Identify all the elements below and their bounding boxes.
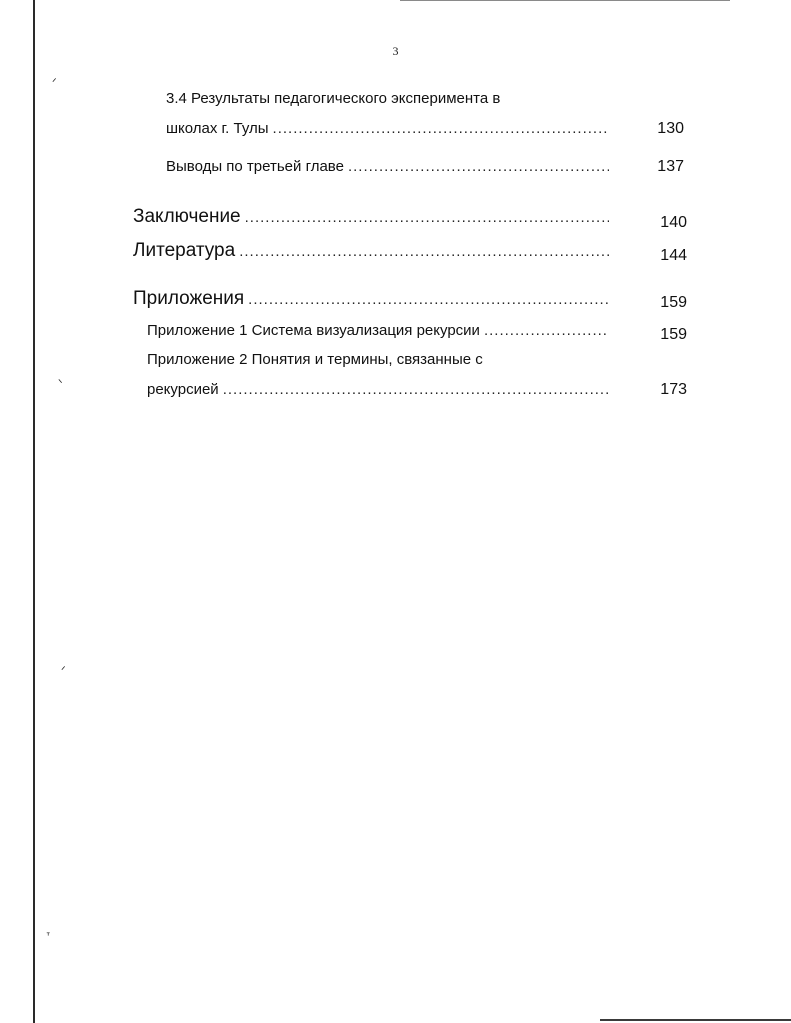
toc-page-appendices: 159 [660,294,687,311]
dot-leader [484,322,609,339]
toc-page-conclusion: 140 [660,214,687,231]
toc-entry-3-4-line2: школах г. Тулы [166,120,269,137]
toc-entry-appendix-1-title: Приложение 1 Система визуализация рекурсии [147,322,480,339]
dot-leader [348,158,609,175]
toc-entry-appendix-1[interactable] [147,322,613,339]
toc-entry-conclusion[interactable] [133,206,613,228]
page-number: 3 [392,44,399,58]
toc-entry-conclusions-chapter-3[interactable] [166,158,613,175]
toc-page-appendix-2: 173 [660,381,687,398]
toc-page-3-4: 130 [657,120,684,137]
toc-entry-3-4[interactable] [166,120,613,137]
dot-leader [245,209,609,226]
toc-entry-appendix-2-line2: рекурсией [147,381,219,398]
toc-entry-3-4-line1[interactable]: 3.4 Результаты педагогического эксперимента в [166,90,501,107]
scan-top-edge [400,0,730,1]
scan-bottom-edge [600,1019,791,1021]
scan-speck: ᐠ [58,377,63,390]
toc-entry-appendices-title: Приложения [133,288,245,309]
toc-entry-literature[interactable] [133,240,613,262]
toc-entry-conclusions-chapter-3-title: Выводы по третьей главе [166,158,344,175]
toc-entry-appendix-2-line1[interactable]: Приложение 2 Понятия и термины, связанные с [147,351,483,368]
scan-left-edge [33,0,35,1023]
dot-leader [273,120,609,137]
toc-entry-appendix-2[interactable] [147,381,613,398]
toc-page-appendix-1: 159 [660,326,687,343]
toc-page-conclusions-chapter-3: 137 [657,158,684,175]
dot-leader [239,243,609,260]
toc-entry-appendices[interactable] [133,288,613,310]
toc-entry-conclusion-title: Заключение [133,206,241,227]
toc-page-literature: 144 [660,247,687,264]
dot-leader [223,381,609,398]
toc-entry-literature-title: Литература [133,240,236,261]
scan-speck: ᐪ [46,930,51,943]
dot-leader [248,291,609,308]
scan-speck: ᐟ [52,76,57,89]
scan-speck: ᐟ [61,664,66,677]
